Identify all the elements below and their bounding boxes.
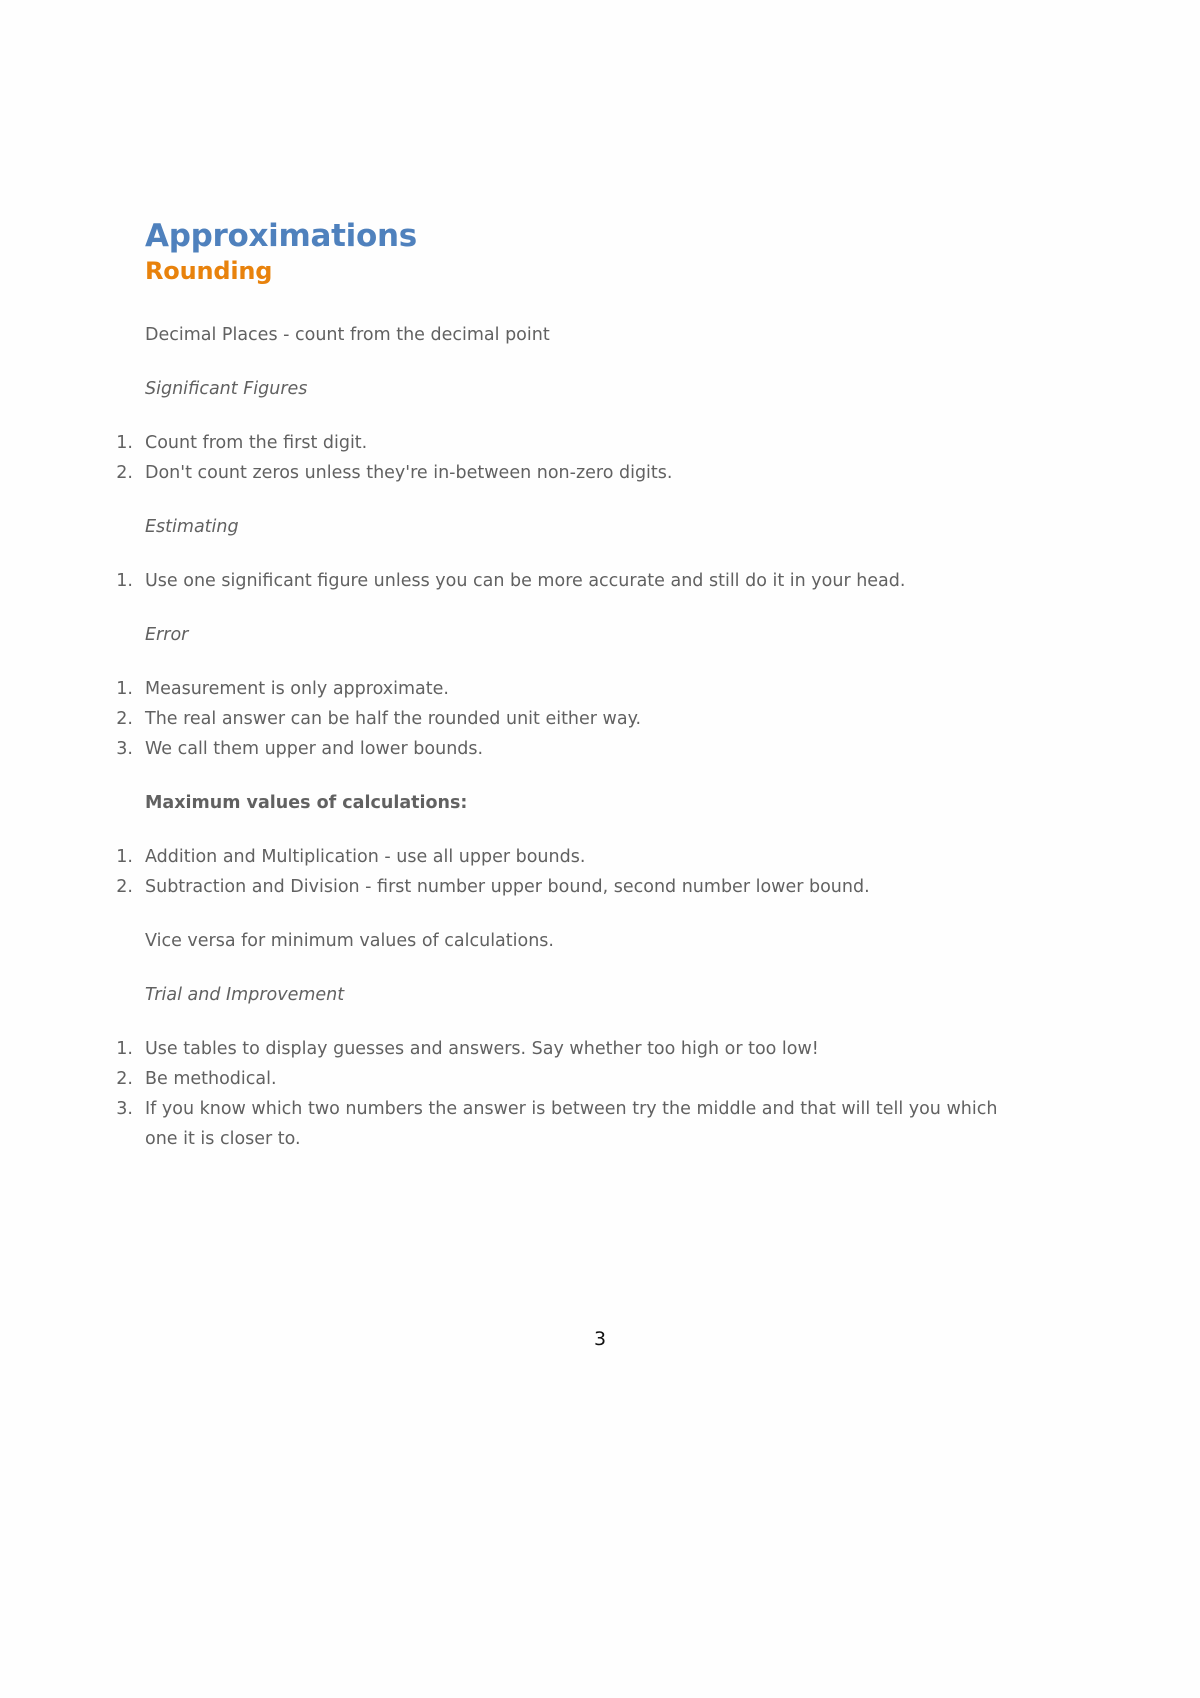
list-number: 1.	[116, 679, 133, 699]
list-item-text: Count from the first digit.	[145, 433, 368, 453]
vice-versa-text: Vice versa for minimum values of calculations.	[145, 931, 554, 951]
estimating-list	[116, 566, 1025, 596]
list-item	[116, 674, 1025, 704]
list-item-text: Subtraction and Division - first number upper bound, second number lower bound.	[145, 877, 870, 897]
significant-figures-heading: Significant Figures	[145, 379, 308, 399]
list-number: 2.	[116, 877, 133, 897]
list-item-text: Addition and Multiplication - use all upper bounds.	[145, 847, 586, 867]
list-number: 2.	[116, 709, 133, 729]
list-item	[116, 1064, 1025, 1094]
list-item-text: Use tables to display guesses and answers. Say whether too high or too low!	[145, 1039, 819, 1059]
list-item	[116, 1034, 1025, 1064]
list-item-text: Be methodical.	[145, 1069, 277, 1089]
list-item	[116, 428, 1025, 458]
list-item	[116, 1094, 1025, 1154]
list-item	[116, 704, 1025, 734]
page-title: Approximations	[145, 218, 417, 254]
significant-figures-list	[116, 428, 1025, 488]
list-number: 1.	[116, 433, 133, 453]
list-item-text: The real answer can be half the rounded unit either way.	[145, 709, 642, 729]
error-heading: Error	[145, 625, 189, 645]
list-item-text: Don't count zeros unless they're in-between non-zero digits.	[145, 463, 673, 483]
list-item	[116, 842, 1025, 872]
list-item-text: If you know which two numbers the answer is between try the middle and that will tell you which one it is closer to.	[145, 1099, 998, 1149]
error-list	[116, 674, 1025, 764]
list-number: 3.	[116, 1099, 133, 1119]
list-item-text: Use one significant figure unless you can be more accurate and still do it in your head.	[145, 571, 906, 591]
list-item-text: We call them upper and lower bounds.	[145, 739, 484, 759]
list-item-text: Measurement is only approximate.	[145, 679, 449, 699]
list-number: 3.	[116, 739, 133, 759]
list-item	[116, 734, 1025, 764]
list-item	[116, 566, 1025, 596]
estimating-heading: Estimating	[145, 517, 239, 537]
list-number: 2.	[116, 463, 133, 483]
maximum-values-list	[116, 842, 1025, 902]
section-subtitle: Rounding	[145, 257, 273, 285]
list-item	[116, 458, 1025, 488]
list-number: 1.	[116, 847, 133, 867]
list-item	[116, 872, 1025, 902]
list-number: 2.	[116, 1069, 133, 1089]
maximum-values-heading: Maximum values of calculations:	[145, 793, 468, 813]
trial-and-improvement-list	[116, 1034, 1025, 1154]
trial-and-improvement-heading: Trial and Improvement	[145, 985, 345, 1005]
decimal-places-text: Decimal Places - count from the decimal point	[145, 325, 550, 345]
page-content	[116, 216, 1025, 1178]
list-number: 1.	[116, 1039, 133, 1059]
page-number: 3	[593, 1328, 607, 1350]
list-number: 1.	[116, 571, 133, 591]
